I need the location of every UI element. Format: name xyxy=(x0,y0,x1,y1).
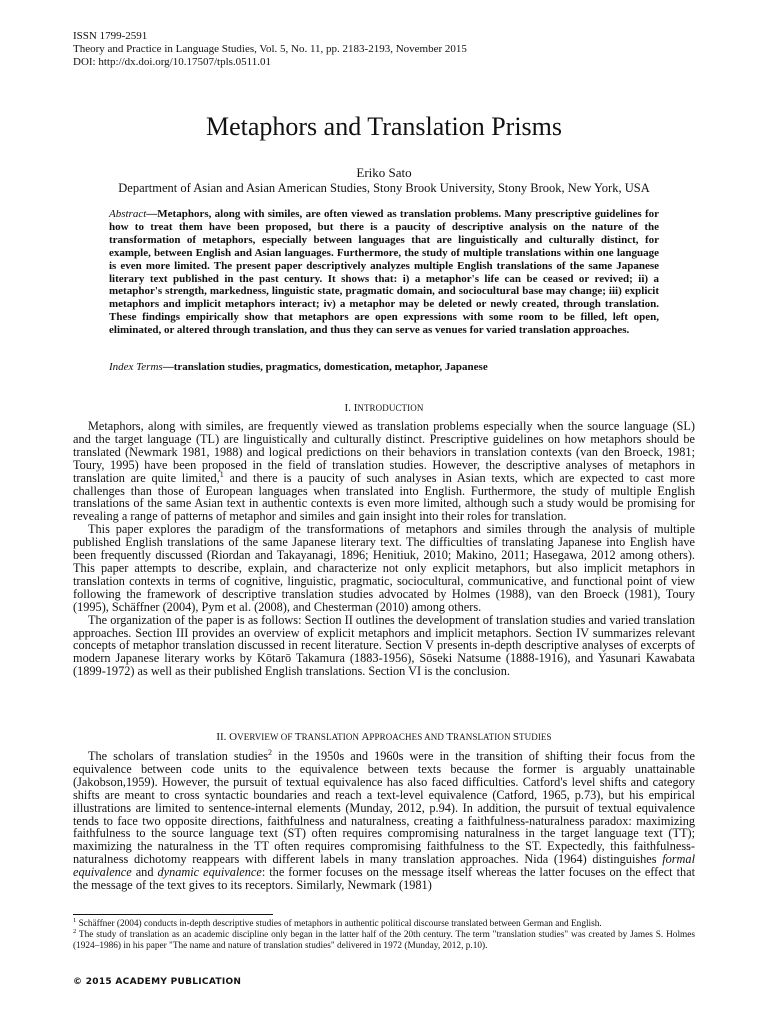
paragraph-text: : the former focuses on the message itself whereas the latter focuses on the effect that the message of the text gives to its receptors. Similarly, Newmark (1981) xyxy=(73,865,696,893)
footnote xyxy=(73,927,695,952)
journal-citation: Theory and Practice in Language Studies, Vol. 5, No. 11, pp. 2183-2193, November 2015 xyxy=(73,43,467,55)
index-terms-text: —translation studies, pragmatics, domestication, metaphor, Japanese xyxy=(162,361,488,373)
paragraph: This paper explores the paradigm of the transformations of metaphors and similes through the analysis of multiple published English translations of the same Japanese literary text. The difficulties of translating Japanese into English have been frequently discussed (Riordan and Takayanagi, 1896; Henitiuk, 2010; Makino, 2011; Hasegawa, 2012 among others). This paper attempts to describe, explain, and characterize not only explicit metaphors, but also implicit metaphors in translation contexts in terms of cognitive, linguistic, pragmatic, sociocultural, communicative, and functional point of view following the framework of descriptive translation studies advocated by Holmes (1988), van den Broeck (1981), Toury (1995), Schäffner (2004), Pym et al. (2008), and Chesterman (2010) among others. xyxy=(73,522,695,614)
heading-initial: I xyxy=(353,402,358,414)
author-name: Eriko Sato xyxy=(356,165,412,180)
footnote-text: The study of translation as an academic discipline only began in the latter half of the 20th century. The term "translation studies" was created by James S. Holmes (1924–1986) in his paper "The name and nature of translation studies" delivered in 1972 (Munday, 2012, p.10). xyxy=(73,929,695,951)
footnote-divider xyxy=(73,914,273,915)
author-affiliation: Department of Asian and Asian American Studies, Stony Brook University, Stony Brook, New York, USA xyxy=(118,181,650,195)
abstract-lead: Abstract xyxy=(109,208,147,220)
paragraph-text: in the 1950s and 1960s were in the transition of shifting their focus from the equivalence between code units to the equivalence between texts because the former is arguably unattainable (Jakobson,1959). However, the pursuit of textual equivalence has also faced difficulties. Catford's level shifts and category shifts are meant to cross syntactic boundaries and reach a text-level equivalence (Catford, 1965, p.73), but his empirical illustrations are limited to sentence-internal elements (Munday, 2012, p.94). In addition, the pursuit of textual equivalence tends to face two opposite directions, faithfulness and naturalness, creating a faithfulness-naturalness paradox: maximizing faithfulness to the source language text (ST) often requires compromising naturalness in the target language text (TT); maximizing the naturalness in the TT often requires compromising faithfulness to the ST. Expectedly, this faithfulness-naturalness dichotomy reappears with different labels in many translation approaches. Nida (1964) distinguishes xyxy=(73,749,695,867)
issn: ISSN 1799-2591 xyxy=(73,30,148,42)
heading-initial: A xyxy=(361,731,370,743)
footnote-ref[interactable]: 1 xyxy=(219,469,224,479)
publisher-footer: © 2015 ACADEMY PUBLICATION xyxy=(73,977,242,987)
paragraph xyxy=(73,747,696,893)
section-heading-overview xyxy=(0,730,768,744)
footnote xyxy=(73,916,695,930)
heading-rest: RANSLATION xyxy=(301,732,362,742)
heading-initial: T xyxy=(294,731,302,743)
heading-rest: RANSLATION xyxy=(453,732,513,742)
footnotes xyxy=(73,916,695,952)
index-terms-lead: Index Terms xyxy=(109,361,163,373)
footnote-mark: 1 xyxy=(73,916,77,924)
paragraph-text: The scholars of translation studies xyxy=(88,749,268,763)
paragraph-text: and there is a paucity of such analyses in Asian texts, which are expected to cast more challenges than those of European languages when translated into English. Furthermore, the study of multiple English translations of the same Asian text in authentic contexts is even more limited, although such a study would be promising for revealing a range of patterns of metaphor and similes and gain insight into their roles for translation. xyxy=(73,470,696,524)
heading-initial: O xyxy=(229,731,238,743)
term-dynamic-equivalence: dynamic equivalence xyxy=(157,865,262,880)
section-numeral: II. xyxy=(216,731,230,743)
overview-body xyxy=(73,747,696,893)
paragraph xyxy=(73,420,695,523)
heading-rest: PPROACHES AND xyxy=(369,732,447,742)
heading-initial: S xyxy=(512,731,520,743)
section-numeral: I. xyxy=(344,402,354,414)
heading-rest: VERVIEW OF xyxy=(237,732,295,742)
introduction-body xyxy=(73,420,695,678)
footnote-mark: 2 xyxy=(73,927,77,935)
section-heading-introduction xyxy=(0,401,768,415)
heading-rest: NTRODUCTION xyxy=(357,403,424,413)
heading-initial: T xyxy=(446,731,454,743)
abstract-text: —Metaphors, along with similes, are often viewed as translation problems. Many prescriptive guidelines for how to treat them have been proposed, but there is a paucity of descriptive analysis on the nature of the transformation of metaphors, especially between languages that are linguistically and culturally distinct, for example, between English and Asian languages. Furthermore, the study of multiple translations within one language is even more limited. The present paper descriptively analyzes multiple English translations of the same Japanese literary text published in the past century. It shows that: i) a metaphor's life can be ceased or revived; ii) a metaphor's strength, markedness, linguistic state, pragmatic domain, and sociocultural base may change; iii) explicit metaphors and implicit metaphors interact; iv) a metaphor may be deleted or newly created, through translation. These findings empirically show that metaphors are open expressions with some room to be filled, left open, eliminated, or altered through translation, and thus they can serve as venues for varied translation approaches. xyxy=(109,208,659,337)
abstract xyxy=(109,208,659,337)
paragraph-text: and xyxy=(131,865,158,880)
footnote-ref[interactable]: 2 xyxy=(268,747,272,757)
paper-title: Metaphors and Translation Prisms xyxy=(205,112,563,141)
index-terms xyxy=(109,361,659,374)
footnote-text: Schäffner (2004) conducts in-depth descriptive studies of metaphors in authentic political discourse translated between German and English. xyxy=(76,919,602,929)
paragraph-text: Metaphors, along with similes, are frequently viewed as translation problems especially when the source language (SL) and the target language (TL) are linguistically and culturally distinct. Prescriptive guidelines on how metaphors should be translated (Newmark 1981, 1988) and logical predictions on their behaviors in translation contexts (van den Broeck, 1981; Toury, 1995) have been proposed in the field of translation studies. However, the descriptive analyses of metaphors in translation are quite limited, xyxy=(73,419,695,485)
paragraph: The organization of the paper is as follows: Section II outlines the development of translation studies and varied translation approaches. Section III provides an overview of explicit metaphors and implicit metaphors. Section IV summarizes relevant concepts of metaphor translation discussed in recent literature. Section V presents in-depth descriptive analyses of excerpts of modern Japanese literary works by Kōtarō Takamura (1883-1956), Sōseki Natsume (1888-1916), and Yasunari Kawabata (1899-1972) as well as their published English translations. Section VI is the conclusion. xyxy=(73,612,695,679)
term-formal-equivalence: formal equivalence xyxy=(73,852,695,880)
doi-link[interactable]: DOI: http://dx.doi.org/10.17507/tpls.0511.01 xyxy=(73,56,272,68)
journal-header xyxy=(73,30,713,69)
heading-rest: TUDIES xyxy=(519,732,552,742)
